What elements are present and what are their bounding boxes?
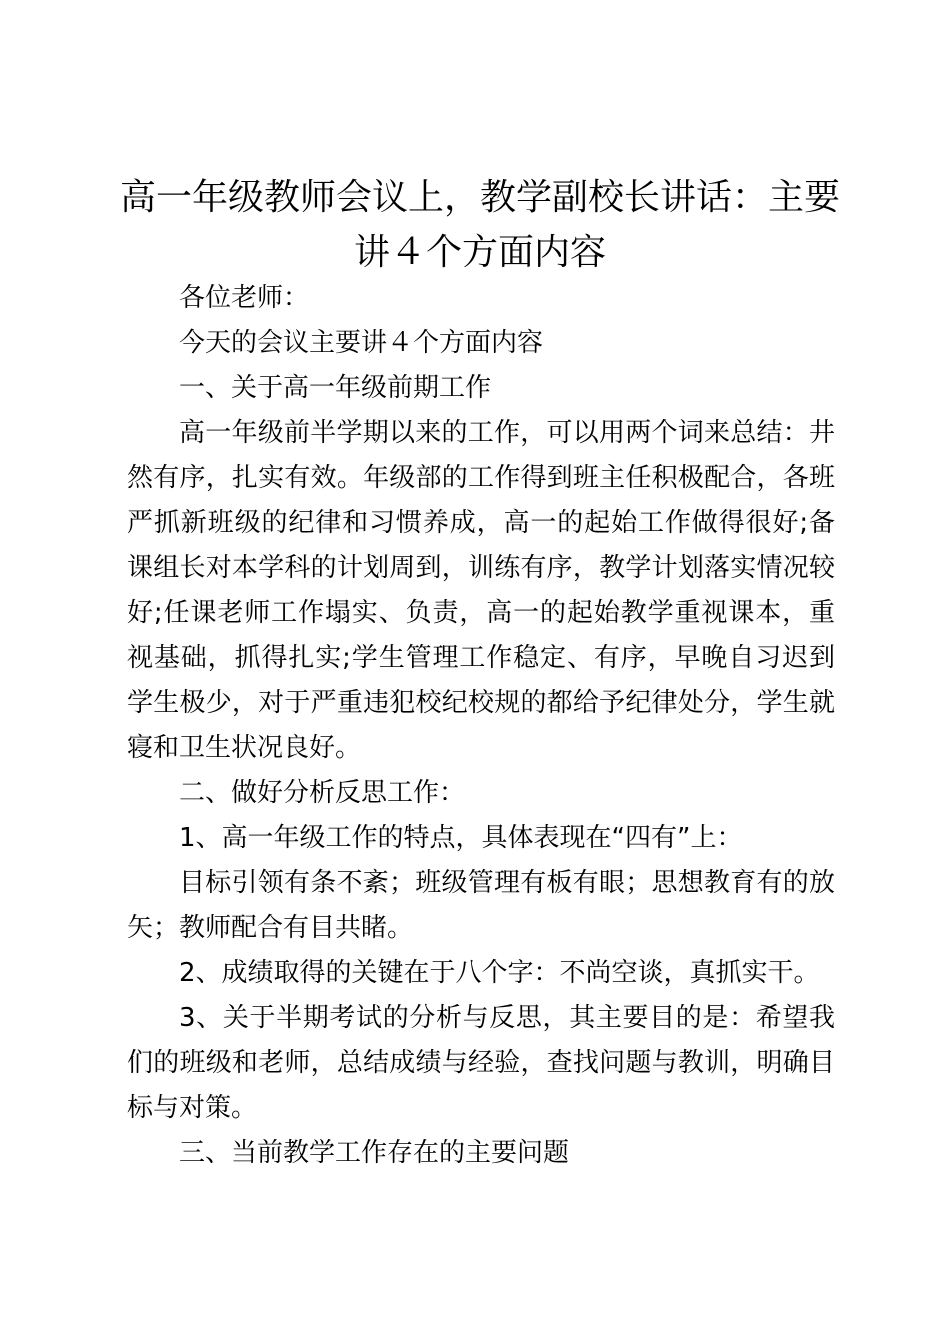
body-paragraph: 目标引领有条不紊；班级管理有板有眼；思想教育有的放矢；教师配合有目共睹。 — [127, 868, 835, 943]
document-title: 高一年级教师会议上，教学副校长讲话：主要讲４个方面内容 — [120, 177, 841, 273]
section-heading-2: 二、做好分析反思工作： — [179, 778, 466, 808]
list-item: 2、成绩取得的关键在于八个字：不尚空谈，真抓实干。 — [179, 958, 820, 988]
body-paragraph: 高一年级前半学期以来的工作，可以用两个词来总结：井然有序，扎实有效。年级部的工作得到班主任积极配合，各班严抓新班级的纪律和习惯养成，高一的起始工作做得很好;备课组长对本学科的计划周到，训练有序，教学计划落实情况较好;任课老师工作塌实、负责，高一的起始教学重视课本，重视基础，抓得扎实;学生管理工作稳定、有序，早晚自习迟到学生极少，对于严重违犯校纪校规的都给予纪律处分，学生就寝和卫生状况良好。 — [127, 418, 835, 763]
document-body — [127, 276, 835, 1176]
section-heading-3: 三、当前教学工作存在的主要问题 — [179, 1138, 570, 1168]
list-item: 1、高一年级工作的特点，具体表现在“四有”上： — [179, 823, 743, 853]
list-item: 3、关于半期考试的分析与反思，其主要目的是：希望我们的班级和老师，总结成绩与经验，查找问题与教训，明确目标与对策。 — [127, 1003, 835, 1123]
salutation: 各位老师： — [179, 283, 310, 313]
intro-paragraph: 今天的会议主要讲４个方面内容 — [179, 328, 544, 358]
section-heading-1: 一、关于高一年级前期工作 — [179, 373, 492, 403]
